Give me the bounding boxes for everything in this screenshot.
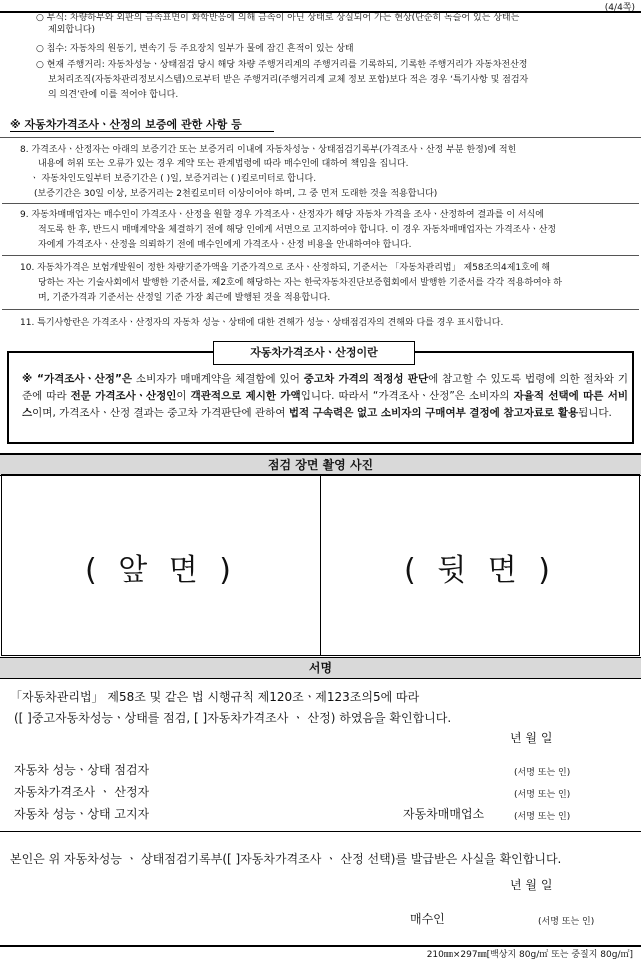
box-text: 이며, 가격조사ㆍ산정 결과는 중고차 가격판단에 관하여 — [32, 407, 289, 419]
dealer-label: 자동차매매업소 — [403, 807, 485, 821]
photo-back-label: ( 뒷 면 ) — [404, 553, 556, 588]
box-text: 에 참고할 수 있도록 법령 — [428, 373, 546, 385]
section-underline — [10, 131, 274, 132]
bullet-text: 침수: 자동차의 원동기, 변속기 등 주요장치 일부가 물에 잠긴 흔적이 있는 상태 — [46, 44, 354, 54]
notifier-label: 자동차 성능ㆍ상태 고지자 — [14, 807, 150, 821]
box-text-bold: 전문 가격조사ㆍ산정인 — [70, 390, 177, 402]
paper-spec-footer: 210㎜×297㎜[백상지 80g/㎡ 또는 중질지 80g/㎡] — [426, 950, 633, 960]
signature-section-header: 서명 — [0, 657, 641, 679]
box-text: 됩니다. — [578, 407, 612, 419]
section-heading: ※ 자동차가격조사ㆍ산정의 보증에 관한 사항 등 — [10, 118, 242, 131]
item-11-line: 11. 특기사항란은 가격조사ㆍ산정자의 자동차 성능ㆍ상태에 대한 견해가 성능ㆍ상태점검자의 견해와 다를 경우 표시합니다. — [20, 318, 504, 328]
bullet-flood — [36, 43, 636, 56]
divider — [2, 255, 639, 256]
box-text-bold: 객관적으로 제시한 가액 — [190, 390, 301, 402]
sign-statement-line: ([ ]중고자동차성능ㆍ상태를 점검, [ ]자동차가격조사 ㆍ 산정) 하였음을 확인합니다. — [14, 711, 452, 725]
appraiser-signature[interactable]: (서명 또는 인) — [514, 790, 571, 800]
buyer-label: 매수인 — [410, 912, 445, 926]
bullet-corrosion — [36, 12, 636, 25]
notifier-signature[interactable]: (서명 또는 인) — [514, 812, 571, 822]
page-number: (4/4쪽) — [604, 3, 635, 13]
photo-front-box — [1, 474, 321, 656]
box-text: 입니다. 따라서 “가격조사ㆍ산 — [300, 390, 440, 402]
buyer-confirm-statement: 본인은 위 자동차성능 ㆍ 상태점검기록부([ ]자동차가격조사 ㆍ 산정 선택)를 발급받은 사실을 확인합니다. — [10, 852, 562, 866]
box-text: 소비자가 매매계약을 체결함에 있어 — [132, 373, 304, 385]
circle-bullet-icon: ○ — [36, 60, 47, 70]
photo-front-label: ( 앞 면 ) — [85, 553, 237, 588]
photo-section-header: 점검 장면 촬영 사진 — [0, 453, 641, 476]
sign-date: 년 월 일 — [510, 731, 553, 745]
box-text-bold: 중고차 가격의 적정성 판단 — [303, 373, 429, 385]
circle-bullet-icon: ○ — [36, 13, 47, 23]
bullet-cont: 의 의견’란에 이를 적어야 합니다. — [48, 90, 179, 100]
inspector-label: 자동차 성능ㆍ상태 점검자 — [14, 763, 150, 777]
box-text: 정”은 소비자의 — [439, 390, 514, 402]
sign-statement-line: 「자동차관리법」 제58조 및 같은 법 시행규칙 제120조ㆍ제123조의5에 따라 — [10, 690, 420, 704]
item-8-line: 8. 가격조사ㆍ산정자는 아래의 보증기간 또는 보증거리 이내에 자동차성능ㆍ상태점검기록부(가격조사ㆍ산정 부분 한정)에 적힌 — [20, 145, 517, 155]
item-10-line: 10. 자동차가격은 보험개발원이 정한 차량기준가액을 기준가격으로 조사ㆍ산정하되, 기준서는 「자동차관리법」 제58조의4제1호에 해 — [20, 263, 551, 273]
item-8-line: 내용에 허위 또는 오류가 있는 경우 계약 또는 관계법령에 따라 매수인에 대하여 책임을 집니다. — [38, 159, 409, 169]
bullet-cont: 보처리조직(자동차관리정보시스템)으로부터 받은 주행거리(주행거리계 교체 정보 포함)보다 적은 경우 ‘특기사항 및 점검자 — [48, 75, 529, 85]
bullet-text: 부식: 차량하부와 외판의 금속표면이 화학반응에 의해 금속이 아닌 상태로 상실되어 가는 현상(단순히 녹슬어 있는 상태는 — [46, 13, 520, 23]
buyer-signature[interactable]: (서명 또는 인) — [538, 917, 595, 927]
item-9-line: 자에게 가격조사ㆍ산정을 의뢰하기 전에 매수인에게 가격조사ㆍ산정 비용을 안내하여야 합니다. — [38, 240, 412, 250]
inspector-signature[interactable]: (서명 또는 인) — [514, 768, 571, 778]
info-box-text — [22, 371, 628, 422]
box-text-bold: 은 없고 소비자의 구매여부 결정에 참고자료로 활용 — [343, 407, 579, 419]
info-box-title: 자동차가격조사ㆍ산정이란 — [213, 341, 415, 365]
buyer-sign-date: 년 월 일 — [510, 878, 553, 892]
item-9-line: 9. 자동차매매업자는 매수인이 가격조사ㆍ산정을 원할 경우 가격조사ㆍ산정자가 해당 자동차 가격을 조사ㆍ산정하여 결과를 이 서식에 — [20, 210, 544, 220]
bullet-text: 현재 주행거리: 자동차성능ㆍ상태점검 당시 해당 차량 주행거리계의 주행거리를 기록하되, 기록한 주행거리가 자동차전산정 — [46, 60, 528, 70]
item-10-line: 당하는 자는 기술사회에서 발행한 기준서를, 제2호에 해당하는 자는 한국자동차진단보증협회에서 발행한 기준서를 각각 적용하여야 하 — [38, 278, 562, 288]
item-8-line: ㆍ 자동차인도일부터 보증기간은 ( )일, 보증거리는 ( )킬로미터로 합니다. — [30, 174, 317, 184]
bullet-mileage — [36, 59, 636, 72]
divider — [0, 831, 641, 832]
box-text-bold: 자율적 선택에 따른 서비스 — [22, 390, 629, 419]
box-text-bold: 법적 구속력 — [288, 407, 344, 419]
bullet-cont: 제외합니다) — [48, 25, 95, 35]
item-10-line: 며, 기준가격과 기준서는 산정일 기준 가장 최근에 발행된 것을 적용합니다. — [38, 293, 331, 303]
divider — [0, 137, 641, 138]
photo-back-box — [320, 474, 640, 656]
item-8-line: (보증기간은 30일 이상, 보증거리는 2천킬로미터 이상이어야 하며, 그 중 먼저 도래한 것을 적용합니다) — [34, 189, 438, 199]
box-text: 이 — [176, 390, 191, 402]
box-text-bold: ※ “가격조사ㆍ산정”은 — [22, 373, 132, 385]
divider — [2, 203, 639, 204]
appraiser-label: 자동차가격조사 ㆍ 산정자 — [14, 785, 150, 799]
item-9-line: 적도록 한 후, 반드시 매매계약을 체결하기 전에 해당 인에게 서면으로 고지하여야 합니다. 이 경우 자동차매매업자는 가격조사ㆍ산정 — [38, 225, 557, 235]
box-text: 에 의한 절차와 기준에 따라 — [22, 373, 629, 402]
circle-bullet-icon: ○ — [36, 44, 47, 54]
divider — [2, 309, 639, 310]
